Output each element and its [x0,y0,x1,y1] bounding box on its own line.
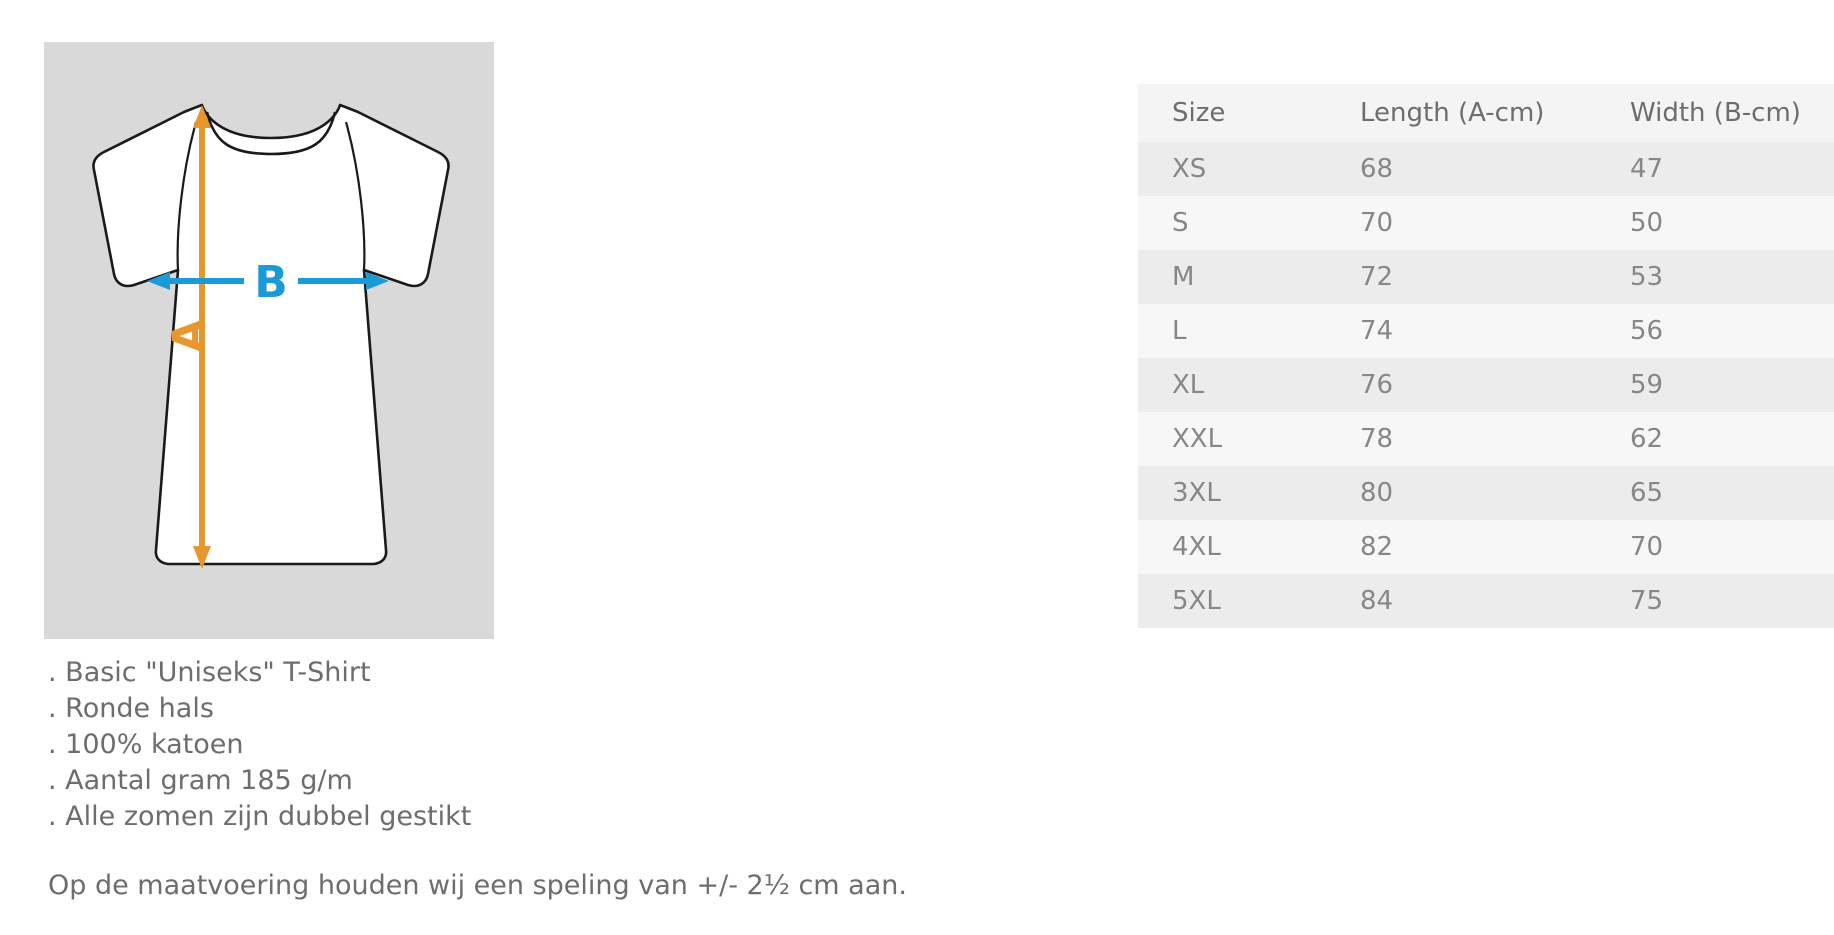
cell-length: 72 [1326,250,1596,304]
cell-width: 59 [1596,358,1834,412]
table-row [1138,520,1834,574]
cell-width: 62 [1596,412,1834,466]
shirt-illustration-panel [44,42,494,639]
cell-width: 56 [1596,304,1834,358]
cell-size: M [1138,250,1326,304]
cell-length: 68 [1326,142,1596,196]
table-row [1138,304,1834,358]
cell-size: XS [1138,142,1326,196]
description-line: . 100% katoen [48,729,244,760]
cell-width: 65 [1596,466,1834,520]
column-header-size: Size [1138,84,1326,142]
cell-length: 74 [1326,304,1596,358]
cell-size: S [1138,196,1326,250]
cell-size: 3XL [1138,466,1326,520]
cell-width: 70 [1596,520,1834,574]
tshirt-outline [93,105,448,564]
cell-length: 82 [1326,520,1596,574]
table-row [1138,250,1834,304]
description-line: . Basic "Uniseks" T-Shirt [48,657,371,688]
tolerance-note: Op de maatvoering houden wij een speling van +/- 2½ cm aan. [48,870,907,901]
size-table [1138,84,1834,628]
tshirt-diagram [44,42,494,639]
table-row [1138,196,1834,250]
table-row [1138,574,1834,628]
cell-length: 76 [1326,358,1596,412]
description-line: . Alle zomen zijn dubbel gestikt [48,801,472,832]
cell-width: 75 [1596,574,1834,628]
cell-size: XL [1138,358,1326,412]
table-row [1138,412,1834,466]
table-row [1138,358,1834,412]
cell-length: 70 [1326,196,1596,250]
description-line: . Aantal gram 185 g/m [48,765,353,796]
cell-width: 50 [1596,196,1834,250]
column-header-width: Width (B-cm) [1596,84,1834,142]
table-header-row [1138,84,1834,142]
cell-length: 78 [1326,412,1596,466]
cell-width: 53 [1596,250,1834,304]
cell-size: 5XL [1138,574,1326,628]
cell-length: 84 [1326,574,1596,628]
table-row [1138,142,1834,196]
cell-size: 4XL [1138,520,1326,574]
table-row [1138,466,1834,520]
cell-size: XXL [1138,412,1326,466]
cell-size: L [1138,304,1326,358]
description-line: . Ronde hals [48,693,214,724]
cell-length: 80 [1326,466,1596,520]
product-description [48,655,1048,835]
column-header-length: Length (A-cm) [1326,84,1596,142]
cell-width: 47 [1596,142,1834,196]
measure-label-b: B [254,257,288,308]
measure-label-a: A [164,318,215,354]
size-table-container [569,42,1801,616]
